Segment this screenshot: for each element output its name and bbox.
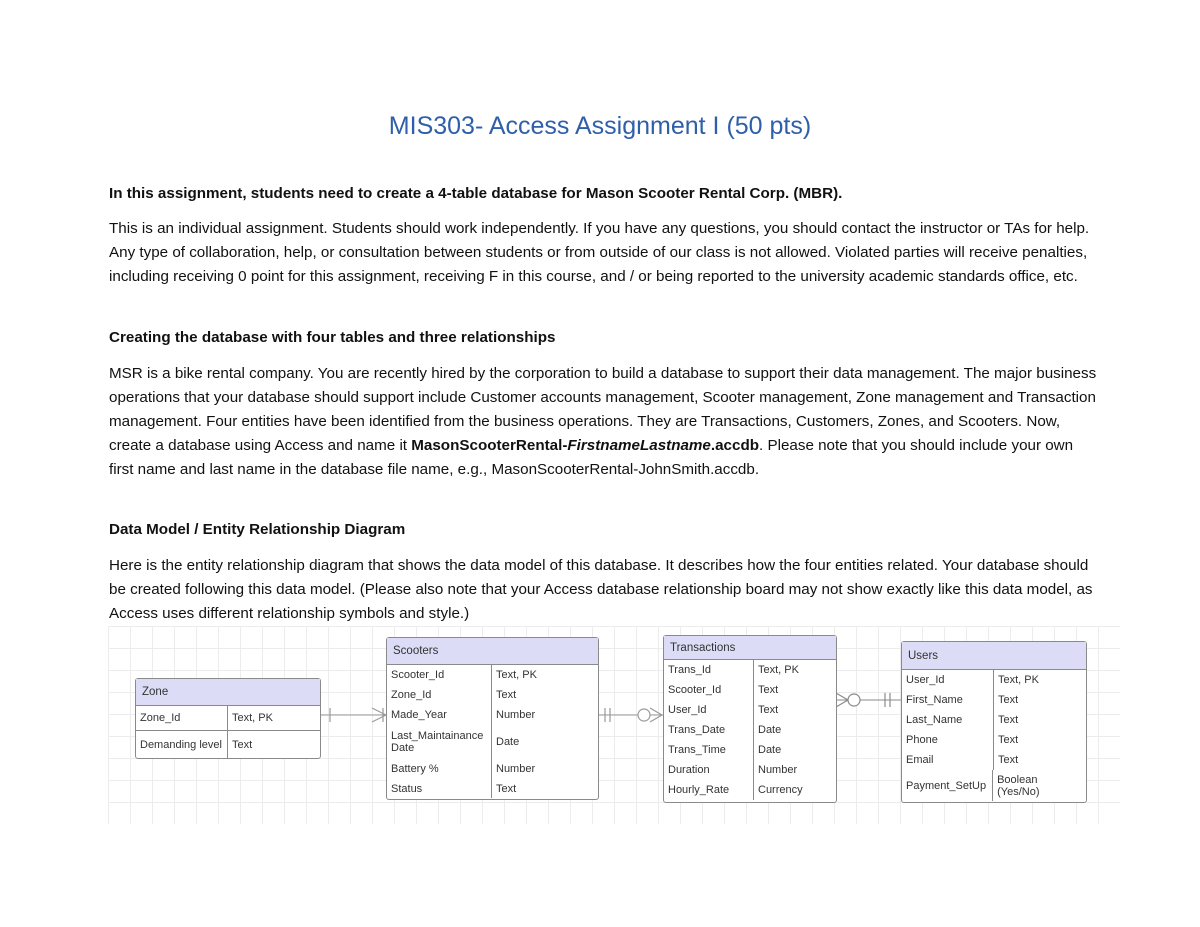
filename-placeholder: FirstnameLastname bbox=[567, 437, 711, 454]
field-name: Last_Name bbox=[902, 710, 994, 730]
field-name: Scooter_Id bbox=[387, 665, 492, 685]
table-row bbox=[902, 690, 1086, 710]
heading-create-database: Creating the database with four tables and three relationships bbox=[109, 329, 556, 346]
field-name: Hourly_Rate bbox=[664, 780, 754, 800]
table-row bbox=[387, 705, 598, 725]
field-type: Boolean (Yes/No) bbox=[997, 773, 1040, 798]
field-type: Text, PK bbox=[232, 712, 273, 724]
field-type: Currency bbox=[758, 784, 803, 796]
entity-transactions-header: Transactions bbox=[664, 636, 836, 660]
table-row bbox=[902, 670, 1086, 690]
table-row bbox=[387, 685, 598, 705]
field-name: Last_Maintainance Date bbox=[387, 725, 492, 759]
entity-relationship-diagram bbox=[108, 626, 1120, 824]
field-name: Trans_Date bbox=[664, 720, 754, 740]
field-type: Number bbox=[496, 763, 536, 775]
field-name: User_Id bbox=[664, 700, 754, 720]
field-name: Trans_Time bbox=[664, 740, 754, 760]
table-row bbox=[664, 720, 836, 740]
field-name: Phone bbox=[902, 730, 994, 750]
field-name: User_Id bbox=[902, 670, 994, 690]
heading-erd: Data Model / Entity Relationship Diagram bbox=[109, 521, 406, 538]
table-row bbox=[664, 700, 836, 720]
table-row bbox=[387, 725, 598, 759]
field-name: Battery % bbox=[387, 759, 492, 779]
field-name: Duration bbox=[664, 760, 754, 780]
field-type: Number bbox=[758, 764, 798, 776]
entity-users[interactable] bbox=[901, 641, 1087, 803]
table-row bbox=[664, 680, 836, 700]
table-row bbox=[387, 665, 598, 685]
entity-zone-header: Zone bbox=[136, 679, 320, 706]
field-name: Zone_Id bbox=[387, 685, 492, 705]
table-row bbox=[902, 710, 1086, 730]
field-type: Date bbox=[496, 736, 520, 748]
entity-scooters[interactable] bbox=[386, 637, 599, 800]
document-title: MIS303- Access Assignment I (50 pts) bbox=[388, 112, 812, 140]
field-type: Text bbox=[496, 782, 517, 795]
field-type: Text bbox=[232, 738, 253, 751]
field-name: First_Name bbox=[902, 690, 994, 710]
field-type: Text bbox=[998, 754, 1019, 766]
entity-zone[interactable] bbox=[135, 678, 321, 759]
table-row bbox=[902, 750, 1086, 770]
field-name: Made_Year bbox=[387, 705, 492, 725]
entity-scooters-header: Scooters bbox=[387, 638, 598, 665]
field-type: Text bbox=[758, 684, 779, 696]
field-type: Number bbox=[496, 709, 536, 721]
table-row bbox=[902, 730, 1086, 750]
entity-transactions[interactable] bbox=[663, 635, 837, 803]
field-type: Text, PK bbox=[496, 669, 537, 681]
field-type: Text bbox=[998, 714, 1019, 726]
field-name: Status bbox=[387, 779, 492, 798]
field-name: Zone_Id bbox=[136, 706, 228, 730]
description-text-2: . Please note that you should include your own first name and last name in the database file name, e.g., MasonScooterRental-JohnSmith.accdb. bbox=[109, 437, 1074, 478]
table-row bbox=[136, 706, 320, 731]
transactions-zero-mark-2 bbox=[848, 694, 860, 706]
table-row bbox=[664, 780, 836, 800]
field-type: Text bbox=[496, 689, 517, 701]
field-type: Date bbox=[758, 744, 782, 756]
field-type: Text, PK bbox=[758, 664, 799, 676]
table-row bbox=[664, 740, 836, 760]
filename-extension: .accdb bbox=[710, 437, 760, 454]
field-name: Scooter_Id bbox=[664, 680, 754, 700]
field-name: Trans_Id bbox=[664, 660, 754, 680]
intro-paragraph: In this assignment, students need to create a 4-table database for Mason Scooter Rental Corp. (MBR). bbox=[109, 185, 843, 202]
table-row bbox=[136, 731, 320, 758]
policy-paragraph: This is an individual assignment. Students should work independently. If you have any questions, you should contact the instructor or TAs for help. Any type of collaboration, help, or consultation between students or from outside of our class is not allowed. Violated parties will receive penalties, including receiving 0 point for this assignment, receiving F in this course, and / or being reported to the university academic standards office, etc. bbox=[109, 220, 1090, 285]
table-row bbox=[664, 760, 836, 780]
field-type: Date bbox=[758, 724, 782, 736]
table-row bbox=[664, 660, 836, 680]
transactions-zero-mark bbox=[638, 709, 650, 721]
entity-users-header: Users bbox=[902, 642, 1086, 670]
field-type: Text, PK bbox=[998, 674, 1039, 686]
description-paragraph bbox=[109, 362, 1099, 482]
field-name: Email bbox=[902, 750, 994, 770]
table-row bbox=[387, 779, 598, 798]
field-name: Payment_SetUp bbox=[902, 770, 993, 801]
field-type: Text bbox=[998, 694, 1019, 706]
field-name: Demanding level bbox=[136, 731, 228, 758]
description-text-1: MSR is a bike rental company. You are recently hired by the corporation to build a database to support their data management. The major business operations that your database should support include Customer accounts management, Scooter management, Zone management and Transaction management. Four entities have been identified from the business operations. They are Transactions, Customers, Zones, and Scooters. Now, create a database using Access and name it bbox=[109, 365, 1097, 454]
erd-description: Here is the entity relationship diagram that shows the data model of this database. It describes how the four entities related. Your database should be created following this data model. (Please also note that your Access database relationship board may not show exactly like this data model, as Access uses different relationship symbols and style.) bbox=[109, 557, 1093, 622]
table-row bbox=[902, 770, 1086, 801]
table-row bbox=[387, 759, 598, 779]
field-type: Text bbox=[998, 734, 1019, 746]
filename-prefix: MasonScooterRental- bbox=[411, 437, 568, 454]
field-type: Text bbox=[758, 704, 779, 716]
